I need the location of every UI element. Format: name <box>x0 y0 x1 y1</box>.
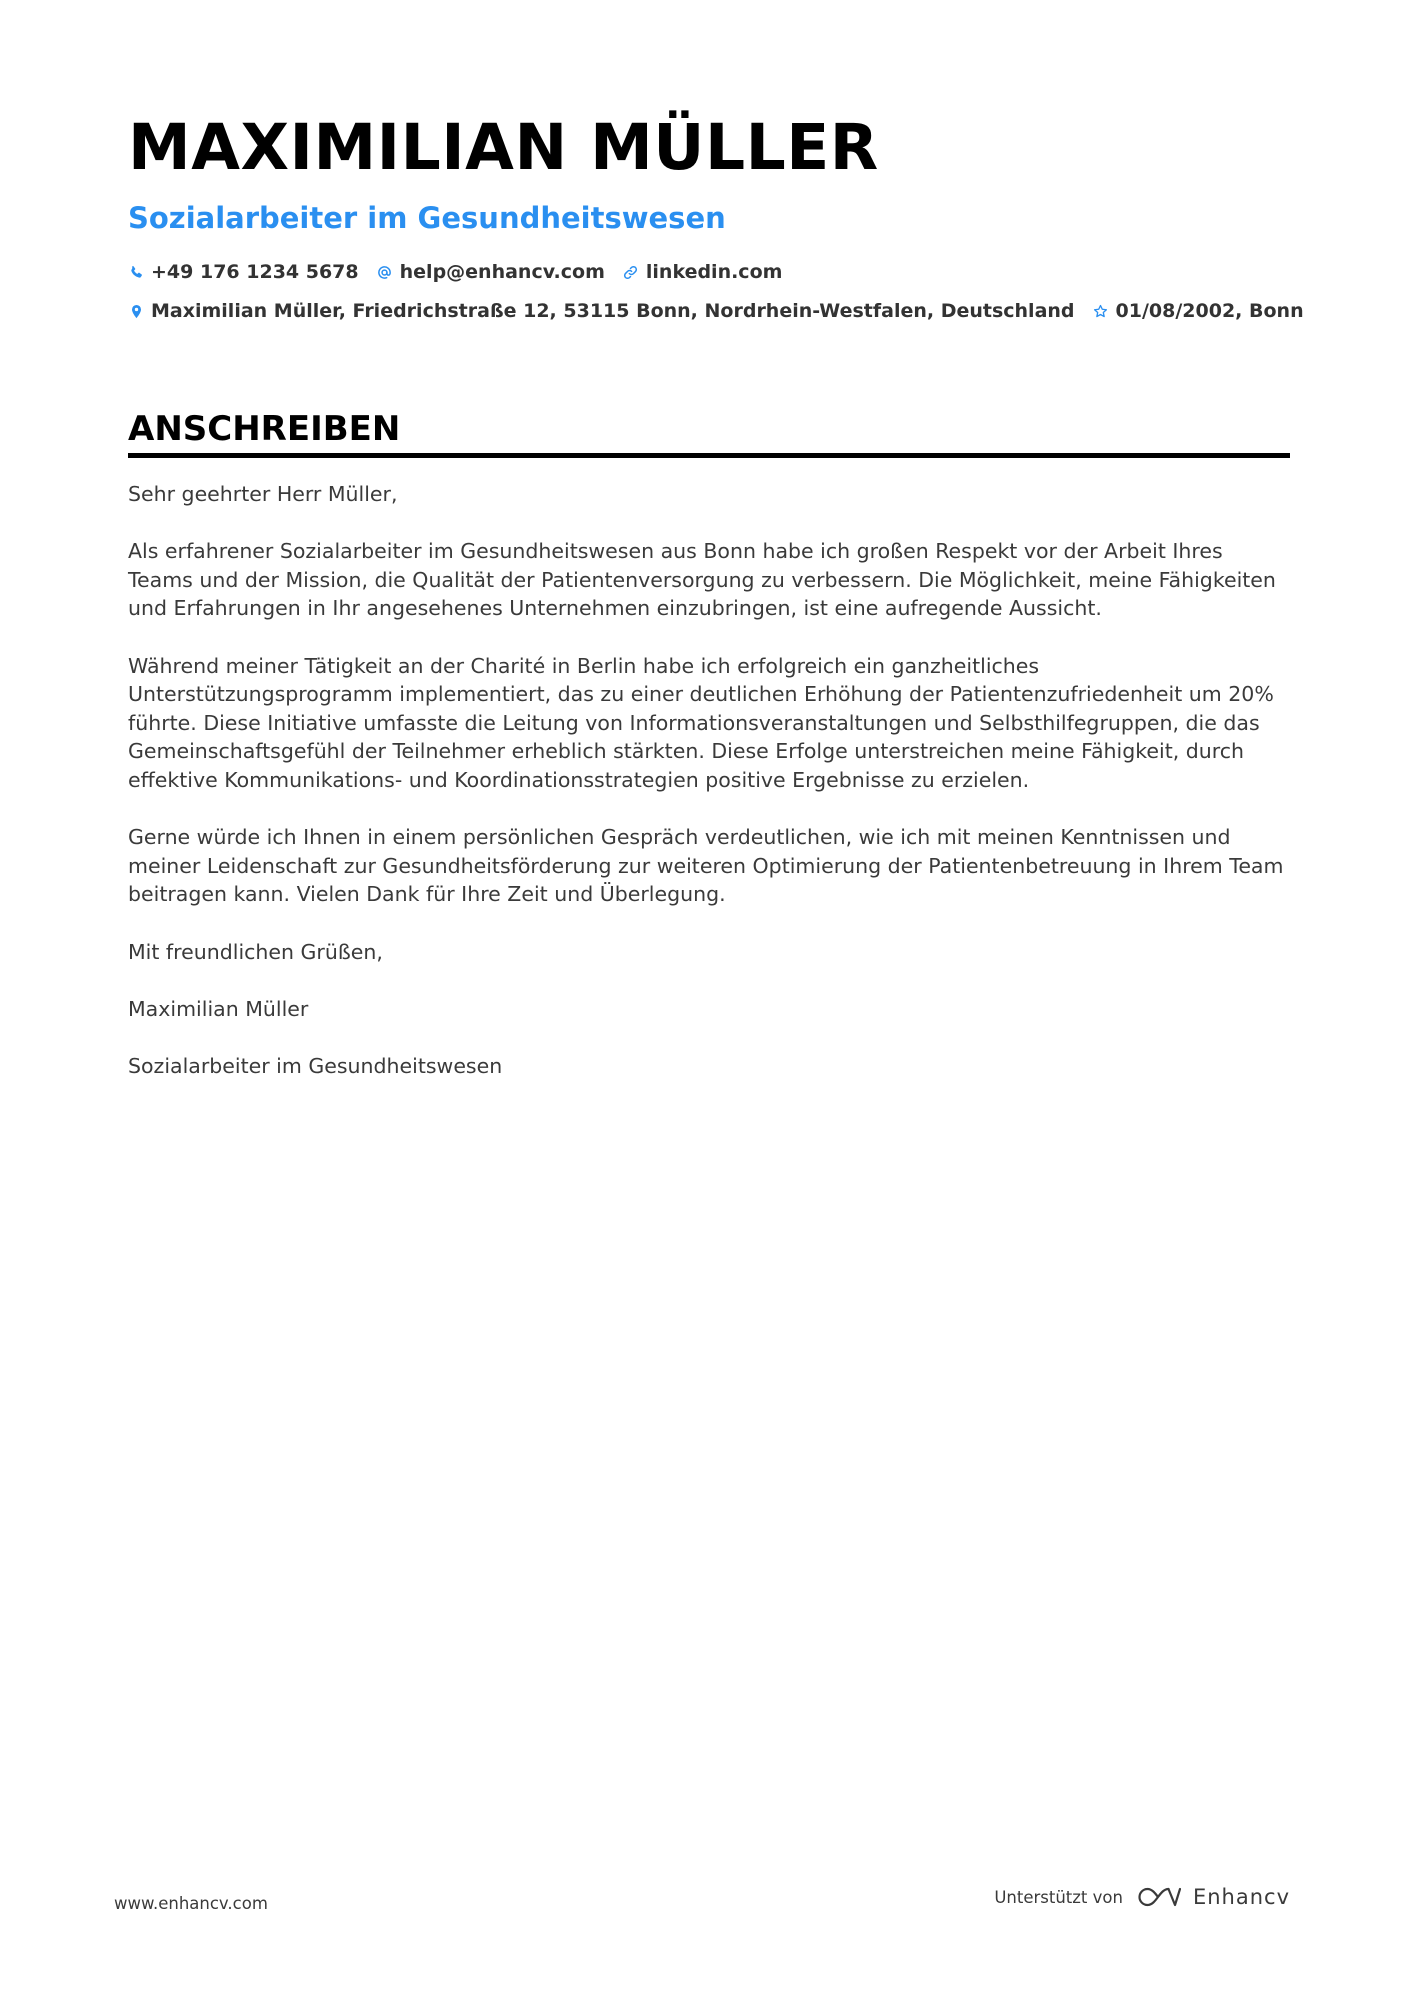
paragraph-closing: Gerne würde ich Ihnen in einem persönlichen Gespräch verdeutlichen, wie ich mit meinen Kenntnissen und meiner Leidenschaft zur Gesundheitsförderung zur weiteren Optimierung der Patientenbetreuung in Ihrem Team beitragen kann. Vielen Dank für Ihre Zeit und Überlegung. <box>128 825 1284 907</box>
enhancv-logo-icon <box>1135 1884 1181 1910</box>
letter-body <box>128 480 1290 1080</box>
contact-address <box>128 297 1075 325</box>
signature-title: Sozialarbeiter im Gesundheitswesen <box>128 1053 503 1078</box>
contact-row-2 <box>128 297 1304 325</box>
brand-name: Enhancv <box>1192 1885 1290 1909</box>
contact-email[interactable] <box>377 258 605 286</box>
powered-by-label: Unterstützt von <box>994 1887 1123 1907</box>
candidate-name: MAXIMILIAN MÜLLER <box>128 111 879 184</box>
closing-phrase: Mit freundlichen Grüßen, <box>128 939 383 964</box>
paragraph-experience: Während meiner Tätigkeit an der Charité in Berlin habe ich erfolgreich ein ganzheitliches Unterstützungsprogramm implementiert, das zu einer deutlichen Erhöhung der Patientenzufriedenheit um 20% führte. Diese Initiative umfasste die Leitung von Informationsveranstaltungen und Selbsthilfegruppen, die das Gemeinschaftsgefühl der Teilnehmer erheblich stärkten. Diese Erfolge unterstreichen meine Fähigkeit, durch effektive Kommunikations- und Koordinationsstrategien positive Ergebnisse zu erzielen. <box>128 653 1274 792</box>
section-title: ANSCHREIBEN <box>128 409 401 449</box>
cover-letter-section <box>128 407 1290 1109</box>
star-icon <box>1093 301 1109 321</box>
phone-icon <box>128 262 144 282</box>
paragraph-intro: Als erfahrener Sozialarbeiter im Gesundheitswesen aus Bonn habe ich großen Respekt vor der Arbeit Ihres Teams und der Mission, die Qualität der Patientenversorgung zu verbessern. Die Möglichkeit, meine Fähigkeiten und Erfahrungen in Ihr angesehenes Unternehmen einzubringen, ist eine aufregende Aussicht. <box>128 539 1276 621</box>
birth-text: 01/08/2002, Bonn <box>1115 300 1304 322</box>
contact-linkedin[interactable] <box>623 258 783 286</box>
section-divider <box>128 453 1290 458</box>
address-text: Maximilian Müller, Friedrichstraße 12, 53115 Bonn, Nordrhein-Westfalen, Deutschland <box>151 300 1075 322</box>
contact-row-1 <box>128 258 1288 286</box>
contact-phone <box>128 258 359 286</box>
location-pin-icon <box>128 301 144 321</box>
link-icon <box>623 262 639 282</box>
at-icon <box>377 262 393 282</box>
footer-website-link[interactable]: www.enhancv.com <box>114 1894 268 1913</box>
job-title: Sozialarbeiter im Gesundheitswesen <box>128 201 726 235</box>
contact-birth <box>1093 297 1304 325</box>
phone-text: +49 176 1234 5678 <box>151 261 359 283</box>
signature-name: Maximilian Müller <box>128 996 309 1021</box>
email-text[interactable]: help@enhancv.com <box>399 261 605 283</box>
linkedin-text[interactable]: linkedin.com <box>645 261 783 283</box>
footer-powered-by <box>994 1884 1290 1910</box>
salutation: Sehr geehrter Herr Müller, <box>128 482 398 506</box>
header <box>128 108 1304 325</box>
